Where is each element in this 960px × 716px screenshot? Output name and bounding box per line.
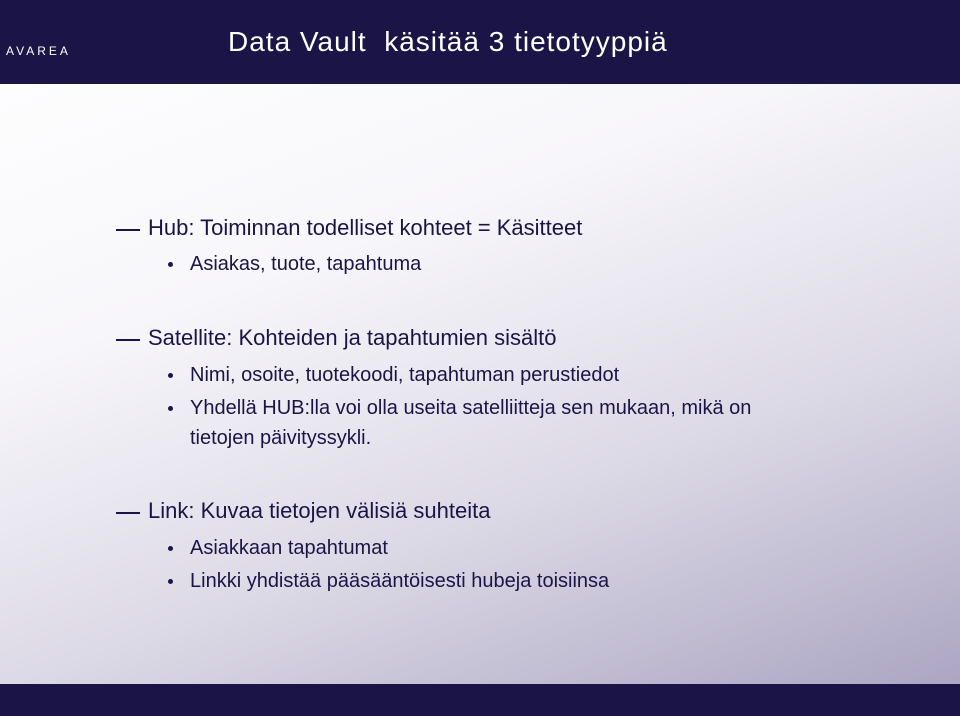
link-bullet-2: Linkki yhdistää pääsääntöisesti hubeja toisiinsa: [190, 570, 610, 592]
satellite-bullet-2: Yhdellä HUB:lla voi olla useita satelliitteja sen mukaan, mikä on: [190, 397, 752, 419]
dash-marker: [116, 229, 140, 231]
avarea-logo: AVAREA: [6, 44, 71, 58]
hub-heading: Hub: Toiminnan todelliset kohteet = Käsitteet: [148, 215, 583, 240]
slide-title: Data Vault käsitää 3 tietotyyppiä: [228, 26, 668, 57]
bullet-marker: [168, 406, 173, 411]
satellite-heading: Satellite: Kohteiden ja tapahtumien sisältö: [148, 325, 557, 350]
bullet-marker: [168, 262, 173, 267]
hub-bullet-1: Asiakas, tuote, tapahtuma: [190, 253, 422, 275]
bullet-marker: [168, 579, 173, 584]
satellite-bullet-2-cont: tietojen päivityssykli.: [190, 427, 372, 449]
dash-marker: [116, 512, 140, 514]
satellite-bullet-1: Nimi, osoite, tuotekoodi, tapahtuman perustiedot: [190, 364, 620, 386]
link-heading: Link: Kuvaa tietojen välisiä suhteita: [148, 498, 491, 523]
footer-bar: [0, 684, 960, 716]
link-bullet-1: Asiakkaan tapahtumat: [190, 537, 388, 559]
bullet-marker: [168, 373, 173, 378]
header-bar: [0, 0, 960, 84]
bullet-marker: [168, 546, 173, 551]
dash-marker: [116, 339, 140, 341]
